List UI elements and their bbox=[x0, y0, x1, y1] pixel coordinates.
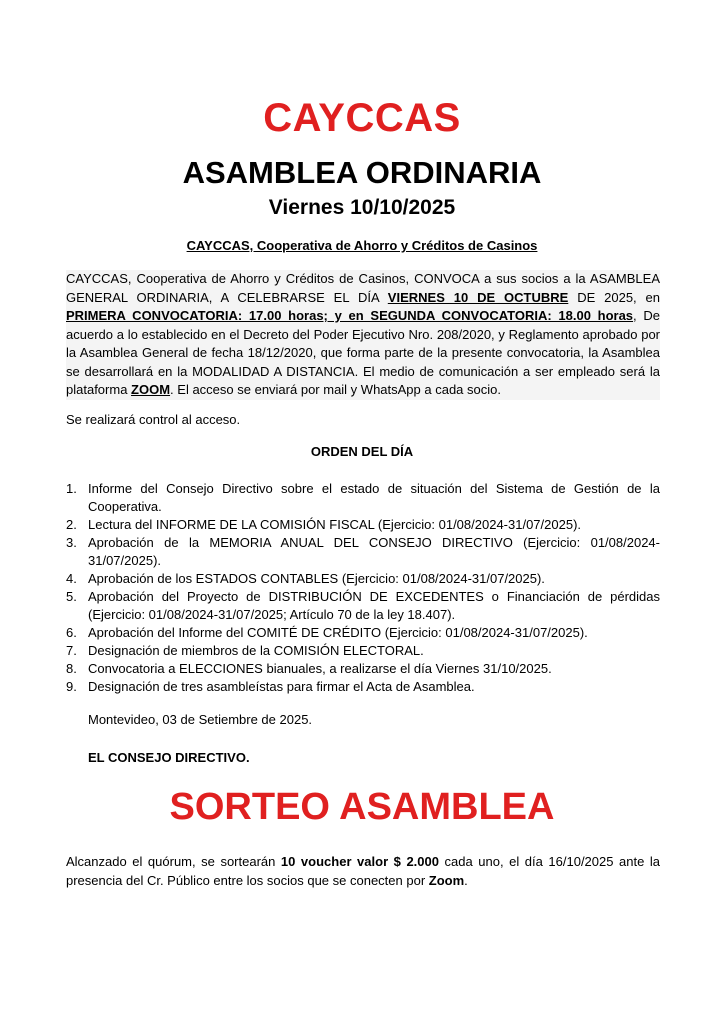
intro-text-2: DE 2025, en bbox=[568, 289, 660, 305]
raffle-text-1: Alcanzado el quórum, se sortearán bbox=[66, 854, 281, 869]
agenda-item-text: Aprobación de la MEMORIA ANUAL DEL CONSEJO DIRECTIVO (Ejercicio: 01/08/2024-31/07/2025). bbox=[88, 535, 660, 568]
agenda-title: ORDEN DEL DÍA bbox=[310, 444, 414, 459]
raffle-title: SORTEO ASAMBLEA bbox=[169, 786, 555, 828]
intro-text-1: CAYCCAS, Cooperativa de Ahorro y Créditos de Casinos, CONVOCA a sus socios a la ASAMBLEA GENERAL ORDINARIA, A CELEBRARSE EL DÍA bbox=[66, 271, 660, 305]
agenda-item bbox=[66, 534, 660, 570]
agenda-item bbox=[66, 588, 660, 624]
agenda-item-number: 6. bbox=[66, 625, 77, 640]
agenda-item bbox=[66, 678, 660, 696]
agenda-item bbox=[66, 642, 660, 660]
agenda-item-text: Aprobación del Informe del COMITÉ DE CRÉDITO (Ejercicio: 01/08/2024-31/07/2025). bbox=[88, 625, 588, 640]
agenda-item-number: 4. bbox=[66, 571, 77, 586]
agenda-item-number: 7. bbox=[66, 643, 77, 658]
agenda-item bbox=[66, 624, 660, 642]
place-and-date: Montevideo, 03 de Setiembre de 2025. bbox=[88, 712, 313, 727]
intro-call-times: PRIMERA CONVOCATORIA: 17.00 horas; y en SEGUNDA CONVOCATORIA: 18.00 horas bbox=[66, 308, 634, 323]
agenda-item bbox=[66, 516, 660, 534]
intro-date-bold: VIERNES 10 DE OCTUBRE bbox=[387, 289, 569, 305]
agenda-item-text: Informe del Consejo Directivo sobre el estado de situación del Sistema de Gestión de la Cooperativa. bbox=[88, 481, 660, 514]
subtitle-text: CAYCCAS, Cooperativa de Ahorro y Créditos de Casinos bbox=[186, 238, 538, 253]
agenda-item-number: 5. bbox=[66, 589, 77, 604]
intro-text-4: . El acceso se enviará por mail y WhatsApp a cada socio. bbox=[170, 382, 501, 397]
raffle-prize: 10 voucher valor $ 2.000 bbox=[280, 854, 439, 869]
agenda-item-text: Convocatoria a ELECCIONES bianuales, a realizarse el día Viernes 31/10/2025. bbox=[88, 661, 552, 676]
agenda-item-text: Aprobación de los ESTADOS CONTABLES (Ejercicio: 01/08/2024-31/07/2025). bbox=[88, 571, 545, 586]
agenda-item-number: 9. bbox=[66, 679, 77, 694]
agenda-item-text: Designación de tres asambleístas para firmar el Acta de Asamblea. bbox=[88, 679, 475, 694]
agenda-item-text: Designación de miembros de la COMISIÓN ELECTORAL. bbox=[88, 643, 424, 658]
raffle-text-2: cada uno, el día 16/10/2025 ante la presencia del Cr. Público entre los socios que se conecten por bbox=[66, 854, 660, 888]
raffle-paragraph bbox=[66, 853, 660, 890]
agenda-item-number: 1. bbox=[66, 481, 77, 496]
brand-title: CAYCCAS bbox=[263, 96, 461, 140]
agenda-item bbox=[66, 570, 660, 588]
raffle-text-3: . bbox=[464, 872, 468, 888]
agenda-item-number: 8. bbox=[66, 661, 77, 676]
agenda-item-number: 3. bbox=[66, 535, 77, 550]
agenda-item-number: 2. bbox=[66, 517, 77, 532]
page-title: ASAMBLEA ORDINARIA bbox=[182, 155, 542, 190]
intro-platform: ZOOM bbox=[131, 382, 171, 397]
intro-paragraph bbox=[66, 270, 660, 400]
agenda-list bbox=[66, 480, 660, 696]
agenda-item-text: Aprobación del Proyecto de DISTRIBUCIÓN DE EXCEDENTES o Financiación de pérdidas (Ejercicio: 01/08/2024-31/07/2025; Artículo 70 de la ley 18.407). bbox=[88, 589, 660, 622]
agenda-item bbox=[66, 480, 660, 516]
raffle-platform: Zoom bbox=[428, 872, 465, 888]
meeting-date: Viernes 10/10/2025 bbox=[268, 196, 456, 219]
agenda-item bbox=[66, 660, 660, 678]
signature: EL CONSEJO DIRECTIVO. bbox=[88, 750, 250, 765]
agenda-item-text: Lectura del INFORME DE LA COMISIÓN FISCAL (Ejercicio: 01/08/2024-31/07/2025). bbox=[88, 517, 582, 532]
intro-text-3: , De acuerdo a lo establecido en el Decreto del Poder Ejecutivo Nro. 208/2020, y Reglamento aprobado por la Asamblea General de fecha 18/12/2020, que forma parte de la presente convocatoria, la Asamblea se desarrollará en la MODALIDAD A DISTANCIA. El medio de comunicación a ser empleado será la plataforma bbox=[66, 308, 660, 397]
cooperative-name bbox=[0, 238, 724, 253]
access-note: Se realizará control al acceso. bbox=[66, 412, 241, 427]
